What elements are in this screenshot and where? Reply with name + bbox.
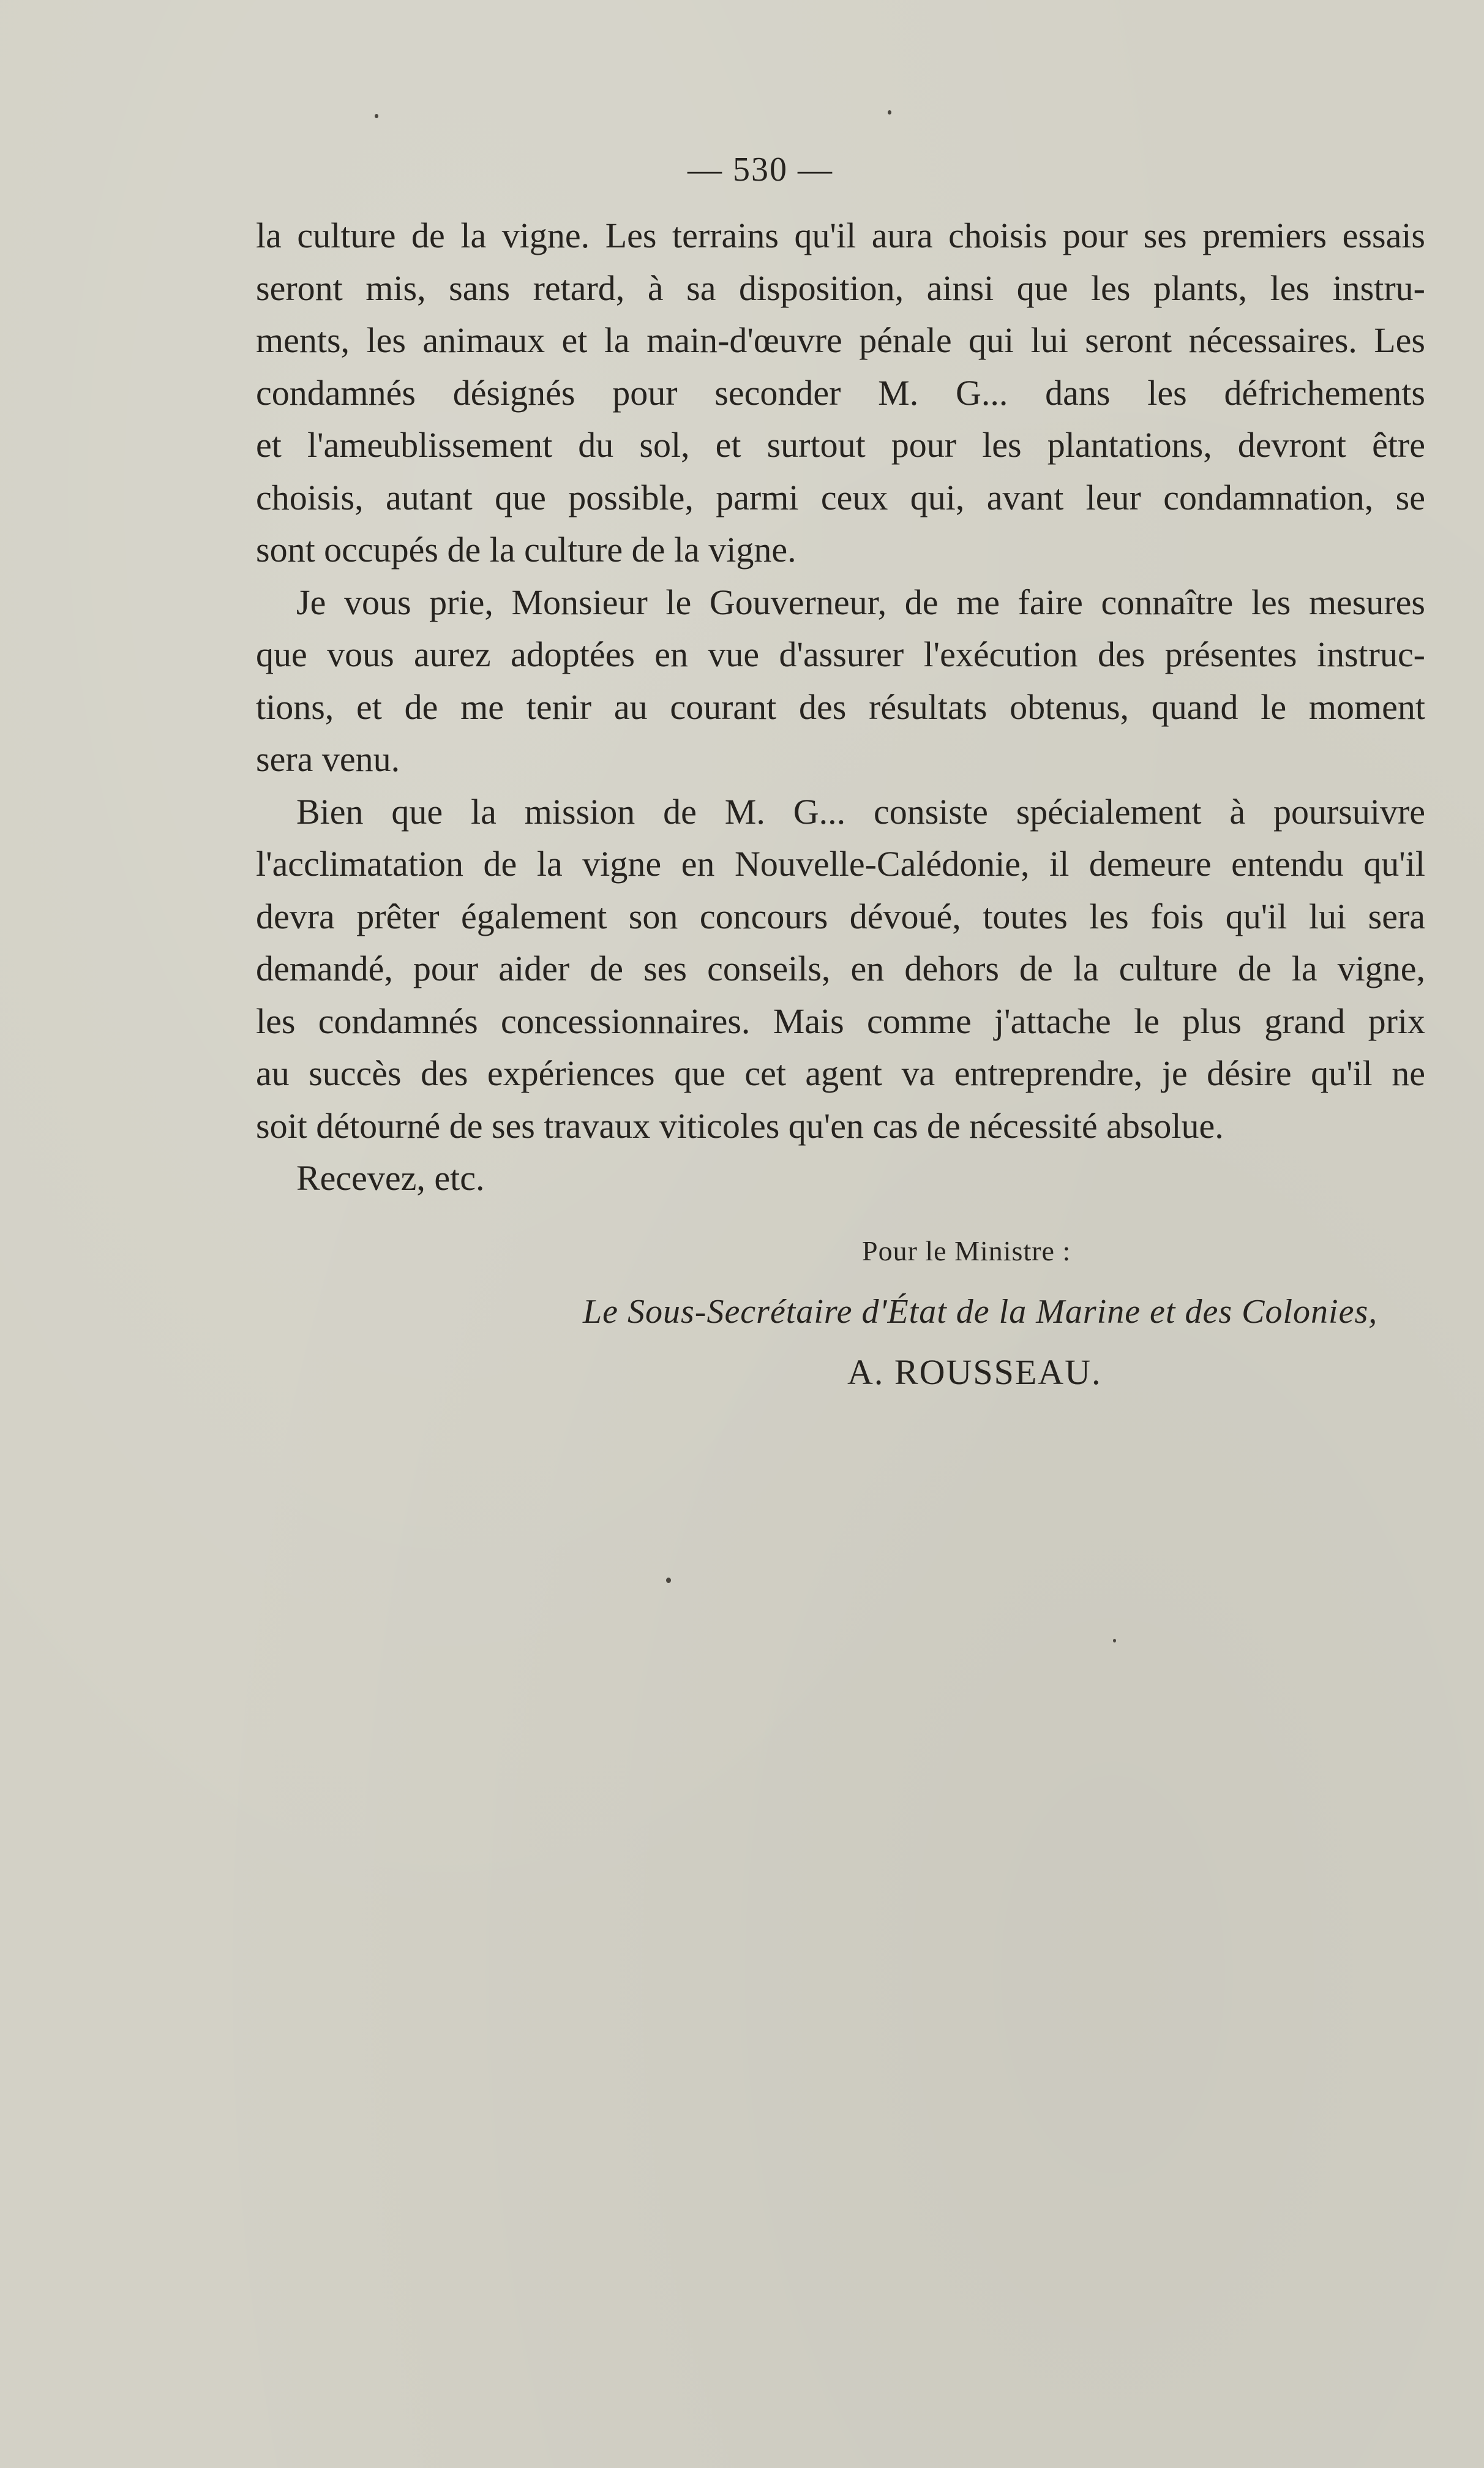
- text-line: devra prêter également son concours dévoué, toutes les fois qu'il lui sera: [256, 896, 1425, 936]
- text-line: demandé, pour aider de ses conseils, en dehors de la culture de la vigne,: [256, 949, 1425, 988]
- text-line: la culture de la vigne. Les terrains qu'il aura choisis pour ses premiers essais: [256, 216, 1425, 255]
- signature-title: Le Sous-Secrétaire d'État de la Marine et des Colonies,: [583, 1293, 1378, 1331]
- ink-speck: [666, 1578, 671, 1583]
- text-line: au succès des expériences que cet agent va entreprendre, je désire qu'il ne: [256, 1053, 1425, 1093]
- paragraph: [256, 209, 1425, 576]
- text-line: choisis, autant que possible, parmi ceux qui, avant leur condamnation, se: [256, 477, 1425, 517]
- text-line: condamnés désignés pour seconder M. G... dans les défrichements: [256, 372, 1425, 413]
- ink-speck: [375, 114, 378, 118]
- ink-speck: [888, 110, 891, 115]
- text-line: que vous aurez adoptées en vue d'assurer l'exécution des présentes instruc-: [256, 634, 1425, 674]
- text-line: sera venu.: [256, 739, 400, 779]
- text-line: sont occupés de la culture de la vigne.: [256, 530, 796, 570]
- text-line: et l'ameublissement du sol, et surtout pour les plantations, devront être: [256, 425, 1425, 465]
- text-line: soit détourné de ses travaux viticoles qu'en cas de nécessité absolue.: [256, 1105, 1224, 1146]
- letter-body: [256, 209, 1425, 1205]
- closing-formula: Recevez, etc.: [296, 1158, 485, 1198]
- signature-for-minister: Pour le Ministre :: [862, 1235, 1071, 1266]
- page-number: — 530 —: [688, 151, 833, 189]
- text-line: Je vous prie, Monsieur le Gouverneur, de me faire connaître les mesures: [296, 582, 1425, 622]
- ink-speck: [1113, 1639, 1116, 1642]
- paragraph: [256, 786, 1425, 1153]
- text-line: Bien que la mission de M. G... consiste spécialement à poursuivre: [296, 791, 1425, 832]
- text-line: les condamnés concessionnaires. Mais comme j'attache le plus grand prix: [256, 1001, 1425, 1041]
- text-line: l'acclimatation de la vigne en Nouvelle-Calédonie, il demeure entendu qu'il: [256, 844, 1425, 884]
- signature-name: A. ROUSSEAU.: [847, 1352, 1102, 1392]
- paragraph: [256, 576, 1425, 786]
- paragraph: [256, 1152, 1425, 1205]
- text-line: ments, les animaux et la main-d'œuvre pénale qui lui seront nécessaires. Les: [256, 320, 1425, 360]
- text-line: seront mis, sans retard, à sa disposition, ainsi que les plants, les instru-: [256, 268, 1425, 308]
- text-line: tions, et de me tenir au courant des résultats obtenus, quand le moment: [256, 687, 1425, 727]
